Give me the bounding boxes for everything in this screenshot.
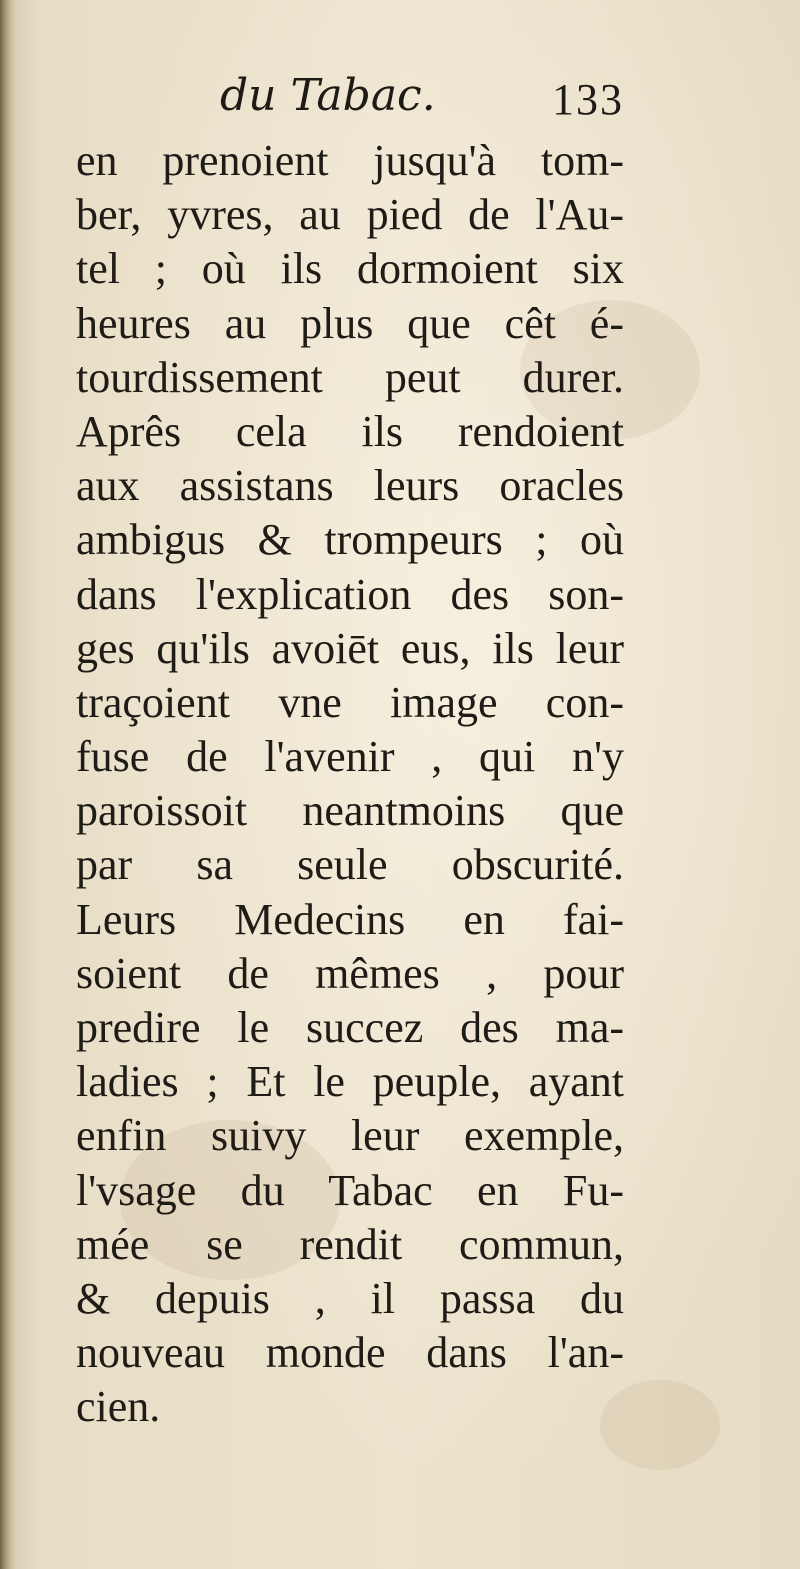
text-line: dans l'explication des son- — [76, 569, 624, 619]
text-line: heures au plus que cêt é- — [76, 298, 624, 348]
text-line: tel ; où ils dormoient six — [76, 244, 624, 294]
text-line: en prenoient jusqu'à tom- — [76, 136, 624, 185]
text-line: paroissoit neantmoins que — [76, 786, 624, 836]
text-line: fuse de l'avenir , qui n'y — [76, 732, 624, 782]
running-head: du Tabac. — [220, 70, 436, 121]
page-number: 133 — [552, 75, 624, 124]
text-line: mée se rendit commun, — [76, 1219, 624, 1269]
text-line: ber, yvres, au pied de l'Au- — [76, 190, 624, 240]
text-line: aux assistans leurs oracles — [76, 461, 624, 511]
text-line: soient de mêmes , pour — [76, 948, 624, 998]
binding-edge — [0, 0, 16, 1569]
body-text — [76, 134, 624, 1435]
text-line: traçoient vne image con- — [76, 677, 624, 727]
text-line: Aprês cela ils rendoient — [76, 406, 624, 456]
text-line: enfin suivy leur exemple, — [76, 1111, 624, 1161]
text-line: tourdissement peut durer. — [76, 352, 624, 402]
text-line: ges qu'ils avoiēt eus, ils leur — [76, 623, 624, 673]
text-line: l'vsage du Tabac en Fu- — [76, 1165, 624, 1215]
text-line: Leurs Medecins en fai- — [76, 894, 624, 944]
page-header — [220, 64, 630, 134]
text-line: ambigus & trompeurs ; où — [76, 515, 624, 565]
text-line: predire le succez des ma- — [76, 1003, 624, 1052]
text-line: cien. — [76, 1382, 161, 1432]
text-line: nouveau monde dans l'an- — [76, 1328, 624, 1378]
text-line: ladies ; Et le peuple, ayant — [76, 1057, 624, 1107]
text-line: & depuis , il passa du — [76, 1273, 624, 1323]
text-line: par sa seule obscurité. — [76, 840, 624, 890]
